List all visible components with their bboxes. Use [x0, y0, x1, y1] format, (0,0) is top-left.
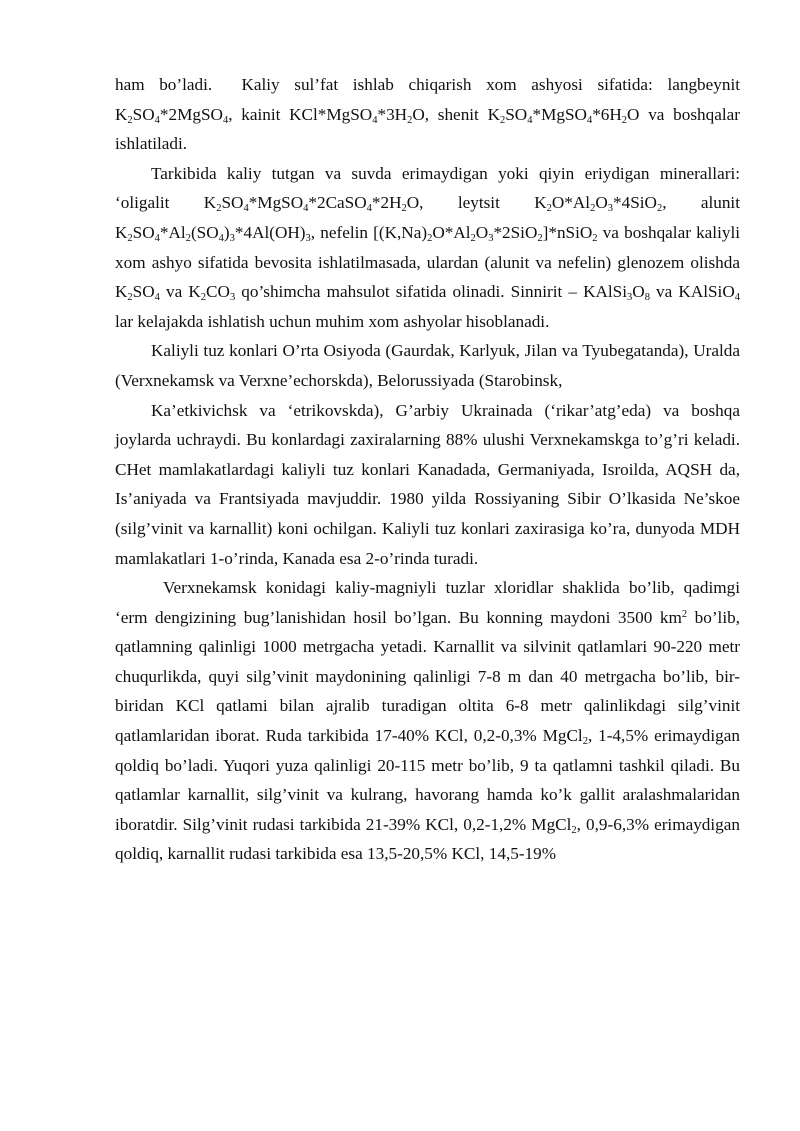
paragraph-salt-deposits: Kaliyli tuz konlari O’rta Osiyoda (Gaurdak, Karlyuk, Jilan va Tyubegatanda), Uralda (Verxnekamsk va Verxne’echorskda), Belorussiyada (Starobinsk,	[115, 341, 740, 390]
paragraph-langbeynit: ham bo’ladi. Kaliy sul’fat ishlab chiqarish xom ashyosi sifatida: langbeynit $K_2SO_4*2MgSO_4$, kainit $KCl*MgSO_4*3H_2O$, shenit $K_2SO_4*MgSO_4*6H_2O$ va boshqalar ishlatiladi.	[115, 75, 740, 154]
paragraph-verxnekamsk: Verxnekamsk konidagi kaliy-magniyli tuzlar xloridlar shaklida bo’lib, qadimgi ‘erm dengizining bug’lanishidan hosil bo’lgan. Bu konning maydoni 3500 $km^2$ bo’lib, qatlamning qalinligi 1000 metrgacha yetadi. Karnallit va silvinit qatlamlari 90-220 metr chuqurlikda, quyi silg’vinit maydonining qalinligi 7-8 m dan 40 metrgacha bo’lib, bir-biridan KCl qatlami bilan ajralib turadigan oltita 6-8 metr qalinlikdagi silg’vinit qatlamlaridan iborat. Ruda tarkibida 17-40% KCl, 0,2-0,3% MgCl$_2$, 1-4,5% erimaydigan qoldiq bo’ladi. Yuqori yuza qalinligi 20-115 metr bo’lib, 9 ta qatlamni tashkil qiladi. Bu qatlamlar karnallit, silg’vinit va kulrang, havorang hamda ko’k gallit aralashmalaridan iboratdir. Silg’vinit rudasi tarkibida 21-39% KCl, 0,2-1,2% MgCl$_2$, 0,9-6,3% erimaydigan qoldiq, karnallit rudasi tarkibida esa 13,5-20,5% KCl, 14,5-19%	[115, 578, 740, 864]
paragraph-insoluble-minerals: Tarkibida kaliy tutgan va suvda erimaydigan yoki qiyin eriydigan minerallari: ‘oligalit $K_2SO_4*MgSO_4*2CaSO_4*2H_2O$, leytsit $K_2O*Al_2O_3*4SiO_2$, alunit $K_2SO_4*Al_2(SO_4)_3*4Al(OH)_3$, nefelin $[(K,Na)_2O*Al_2O_3*2SiO_2]*nSiO_2$ va boshqalar kaliyli xom ashyo sifatida bevosita ishlatilmasada, ulardan (alunit va nefelin) glenozem olishda $K_2SO_4$ va $K_2CO_3$ qo’shimcha mahsulot sifatida olinadi. Sinnirit – $KAlSi_3O_8$ va KAlSiO$_4$ lar kelajakda ishlatish uchun muhim xom ashyolar hisoblanadi.	[115, 163, 741, 331]
paragraph-deposit-reserves: Ka’etkivichsk va ‘etrikovskda), G’arbiy Ukrainada (‘rikar’atg’eda) va boshqa joylarda uchraydi. Bu konlardagi zaxiralarning 88% ulushi Verxnekamskga to’g’ri keladi. CHet mamlakatlardagi kaliyli tuz konlari Kanadada, Germaniyada, Isroilda, AQSH da, Is’aniyada va Frantsiyada mavjuddir. 1980 yilda Rossiyaning Sibir O’lkasida Ne’skoe (silg’vinit va karnallit) koni ochilgan. Kaliyli tuz konlari zaxirasiga ko’ra, dunyoda MDH mamlakatlari 1-o’rinda, Kanada esa 2-o’rinda turadi.	[115, 400, 740, 568]
document-body	[115, 70, 740, 869]
